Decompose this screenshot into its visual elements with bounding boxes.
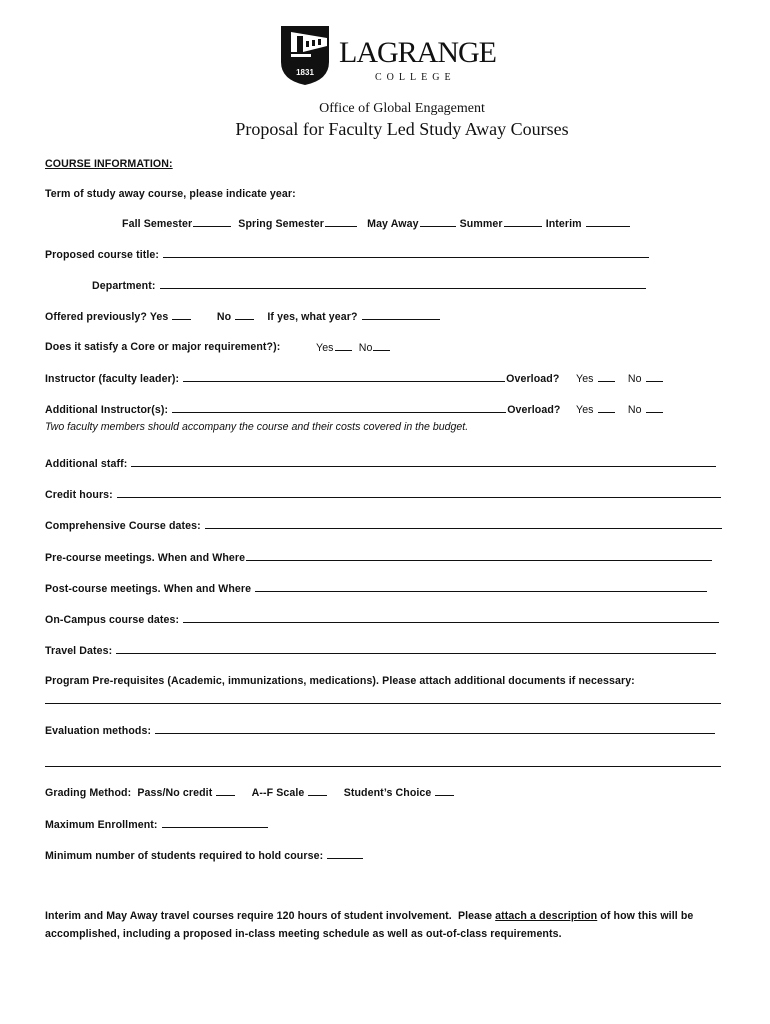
core-requirement-label: Does it satisfy a Core or major requirement?): [45, 341, 281, 353]
fall-semester-blank[interactable] [193, 217, 231, 227]
footer-note-part2: of how this will be [597, 910, 694, 922]
min-students-label: Minimum number of students required to hold course: [45, 850, 324, 862]
additional-staff-label: Additional staff: [45, 458, 128, 470]
offered-yes-blank[interactable] [172, 310, 191, 320]
comp-dates-label: Comprehensive Course dates: [45, 520, 201, 532]
logo-year: 1831 [296, 68, 314, 77]
additional-overload-label: Overload? [507, 404, 561, 416]
additional-instructor-blank[interactable] [172, 403, 506, 413]
summer-blank[interactable] [504, 217, 542, 227]
logo-wordmark: LAGRANGE [339, 36, 496, 69]
post-course-label: Post-course meetings. When and Where [45, 583, 252, 595]
pass-no-credit-label: Pass/No credit [137, 787, 213, 799]
course-title-label: Proposed course title: [45, 249, 160, 261]
instructor-row [45, 372, 559, 385]
students-choice-blank[interactable] [435, 786, 454, 796]
af-scale-label: A--F Scale [251, 787, 305, 799]
logo-subtitle: COLLEGE [375, 72, 456, 83]
instructor-overload-label: Overload? [506, 373, 560, 385]
on-campus-label: On-Campus course dates: [45, 614, 180, 626]
evaluation-blank-2[interactable] [45, 766, 721, 767]
post-course-blank[interactable] [255, 582, 707, 592]
core-no-blank[interactable] [373, 341, 390, 351]
department-blank[interactable] [160, 279, 646, 289]
attach-description-link[interactable]: attach a description [495, 910, 598, 922]
if-yes-year-label: If yes, what year? [267, 311, 358, 323]
college-logo [277, 22, 497, 88]
shield-logo-icon [277, 22, 335, 86]
min-students-row [45, 849, 364, 862]
comp-dates-blank[interactable] [205, 519, 722, 529]
max-enrollment-label: Maximum Enrollment: [45, 819, 158, 831]
grading-row [45, 786, 455, 799]
on-campus-row [45, 613, 720, 626]
pre-course-row [45, 551, 713, 564]
grading-label: Grading Method: [45, 787, 132, 799]
prereqs-label: Program Pre-requisites (Academic, immunizations, medications). Please attach additional documents if necessary: [45, 675, 635, 687]
footer-note-line1 [45, 910, 693, 922]
offered-previously-label: Offered previously? [45, 311, 147, 323]
additional-overload-yes: Yes [576, 404, 594, 416]
pre-course-blank[interactable] [246, 551, 712, 561]
spring-semester-label: Spring Semester [238, 218, 324, 230]
summer-label: Summer [459, 218, 503, 230]
offered-no-label: No [216, 311, 232, 323]
instructor-overload-options [576, 372, 664, 385]
term-options-row [122, 217, 631, 230]
af-scale-blank[interactable] [308, 786, 327, 796]
fall-semester-label: Fall Semester [122, 218, 193, 230]
comp-dates-row [45, 519, 723, 532]
offered-no-blank[interactable] [235, 310, 254, 320]
offered-yes-label: Yes [149, 311, 169, 323]
if-yes-year-blank[interactable] [362, 310, 440, 320]
max-enrollment-row [45, 818, 269, 831]
max-enrollment-blank[interactable] [162, 818, 268, 828]
core-yes-blank[interactable] [335, 341, 352, 351]
instructor-overload-yes-blank[interactable] [598, 372, 615, 382]
department-label: Department: [92, 280, 156, 292]
offered-previously-row [45, 310, 441, 323]
interim-blank[interactable] [586, 217, 630, 227]
instructor-label: Instructor (faculty leader): [45, 373, 180, 385]
term-prompt: Term of study away course, please indicate year: [45, 188, 296, 200]
footer-note-line2: accomplished, including a proposed in-class meeting schedule as well as out-of-class requirements. [45, 928, 562, 940]
may-away-blank[interactable] [420, 217, 456, 227]
additional-instructor-label: Additional Instructor(s): [45, 404, 169, 416]
course-title-row [45, 248, 650, 261]
department-row [92, 279, 647, 292]
additional-overload-no-blank[interactable] [646, 403, 663, 413]
office-name: Office of Global Engagement [319, 101, 485, 116]
spring-semester-blank[interactable] [325, 217, 357, 227]
min-students-blank[interactable] [327, 849, 363, 859]
instructor-blank[interactable] [183, 372, 505, 382]
travel-dates-blank[interactable] [116, 644, 716, 654]
instructor-overload-yes: Yes [576, 373, 594, 385]
interim-label: Interim [545, 218, 582, 230]
two-faculty-note: Two faculty members should accompany the course and their costs covered in the budget. [45, 421, 469, 433]
instructor-overload-no-blank[interactable] [646, 372, 663, 382]
evaluation-blank[interactable] [155, 724, 715, 734]
evaluation-label: Evaluation methods: [45, 725, 152, 737]
core-requirement-row [45, 341, 280, 353]
additional-overload-options [576, 403, 664, 416]
additional-staff-row [45, 457, 717, 470]
additional-overload-yes-blank[interactable] [598, 403, 615, 413]
core-yes-label: Yes [316, 342, 334, 354]
additional-instructor-row [45, 403, 561, 416]
page-title: Proposal for Faculty Led Study Away Courses [235, 119, 569, 139]
course-title-blank[interactable] [163, 248, 649, 258]
may-away-label: May Away [367, 218, 419, 230]
additional-staff-blank[interactable] [131, 457, 716, 467]
travel-dates-row [45, 644, 717, 657]
on-campus-blank[interactable] [183, 613, 719, 623]
students-choice-label: Student’s Choice [343, 787, 432, 799]
section-title: COURSE INFORMATION: [45, 158, 173, 170]
additional-overload-no: No [627, 404, 642, 416]
credit-hours-row [45, 488, 722, 501]
core-no-label: No [358, 342, 373, 354]
prereqs-blank[interactable] [45, 703, 721, 704]
pass-no-credit-blank[interactable] [216, 786, 235, 796]
post-course-row [45, 582, 708, 595]
evaluation-row [45, 724, 716, 737]
core-yes-no [316, 341, 391, 354]
travel-dates-label: Travel Dates: [45, 645, 113, 657]
instructor-overload-no: No [627, 373, 642, 385]
credit-hours-blank[interactable] [117, 488, 721, 498]
credit-hours-label: Credit hours: [45, 489, 113, 501]
pre-course-label: Pre-course meetings. When and Where [45, 552, 246, 564]
footer-note-part1: Interim and May Away travel courses require 120 hours of student involvement. Please [45, 910, 496, 922]
